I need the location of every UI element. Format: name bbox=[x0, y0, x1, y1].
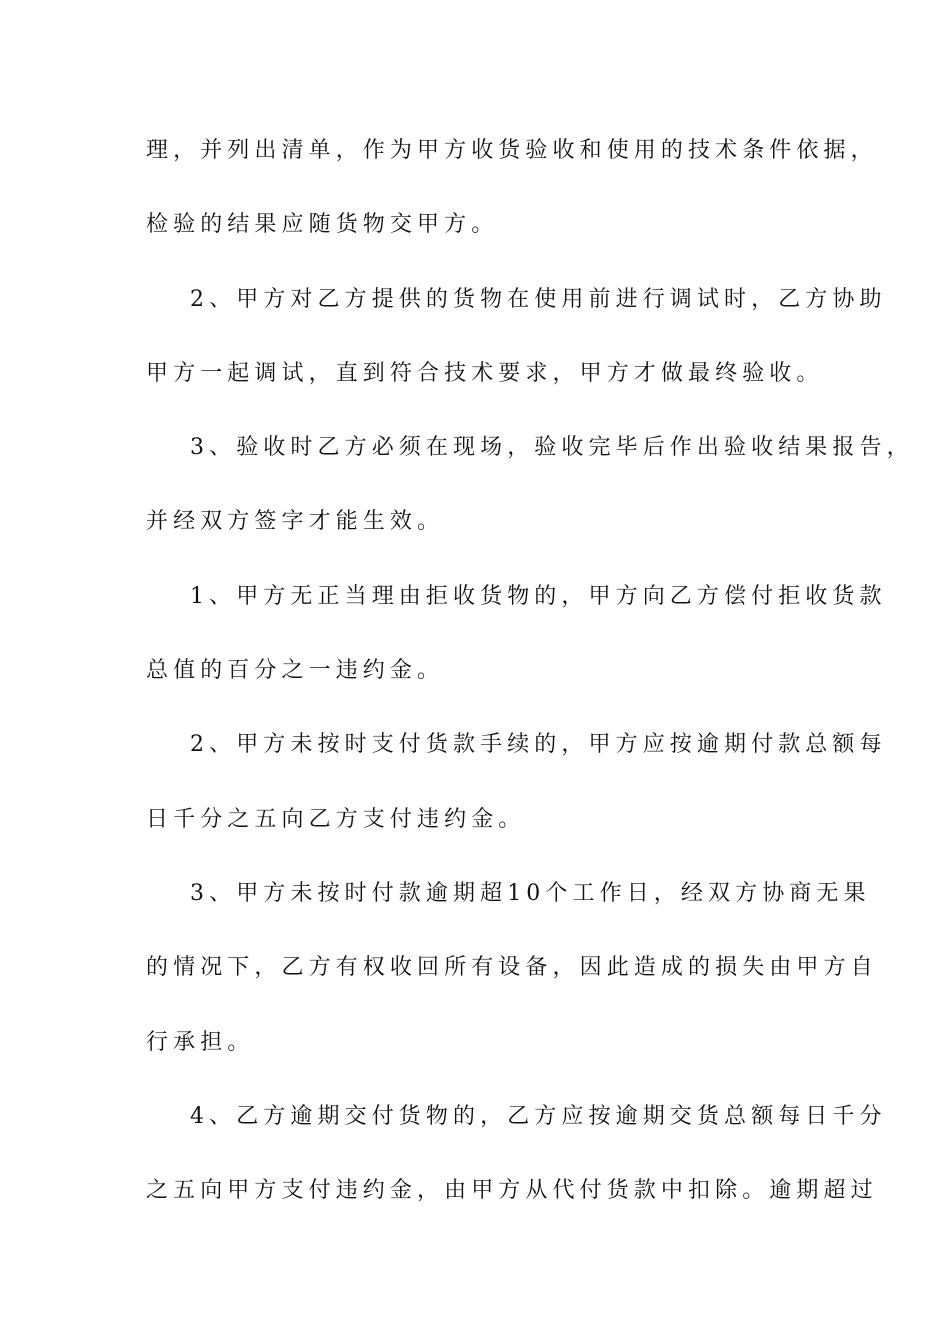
penalty-clause-1-line-1: 1、甲方无正当理由拒收货物的，甲方向乙方偿付拒收货款 bbox=[190, 583, 887, 609]
text-line: 甲方一起调试，直到符合技术要求，甲方才做最终验收。 bbox=[146, 360, 824, 386]
text-line: 的情况下，乙方有权收回所有设备，因此造成的损失由甲方自 bbox=[146, 955, 878, 981]
penalty-clause-4-line-1: 4、乙方逾期交付货物的，乙方应按逾期交货总额每日千分 bbox=[190, 1103, 887, 1129]
contract-text bbox=[146, 126, 914, 1240]
text-line: 并经双方签字才能生效。 bbox=[146, 509, 445, 535]
text-line: 之五向甲方支付违约金，由甲方从代付货款中扣除。逾期超过 bbox=[146, 1178, 878, 1204]
text-line: 总值的百分之一违约金。 bbox=[146, 658, 445, 684]
penalty-clause-2-line-1: 2、甲方未按时支付货款手续的，甲方应按逾期付款总额每 bbox=[190, 732, 887, 758]
penalty-clause-3-line-1: 3、甲方未按时付款逾期超10个工作日，经双方协商无果 bbox=[190, 880, 871, 906]
text-line: 日千分之五向乙方支付违约金。 bbox=[146, 806, 526, 832]
clause-3-line-1: 3、验收时乙方必须在现场，验收完毕后作出验收结果报告， bbox=[190, 435, 914, 461]
text-line: 行承担。 bbox=[146, 1029, 255, 1055]
clause-2-line-1: 2、甲方对乙方提供的货物在使用前进行调试时，乙方协助 bbox=[190, 286, 887, 312]
text-line: 理，并列出清单，作为甲方收货验收和使用的技术条件依据， bbox=[146, 138, 878, 163]
text-line: 检验的结果应随货物交甲方。 bbox=[146, 212, 499, 238]
